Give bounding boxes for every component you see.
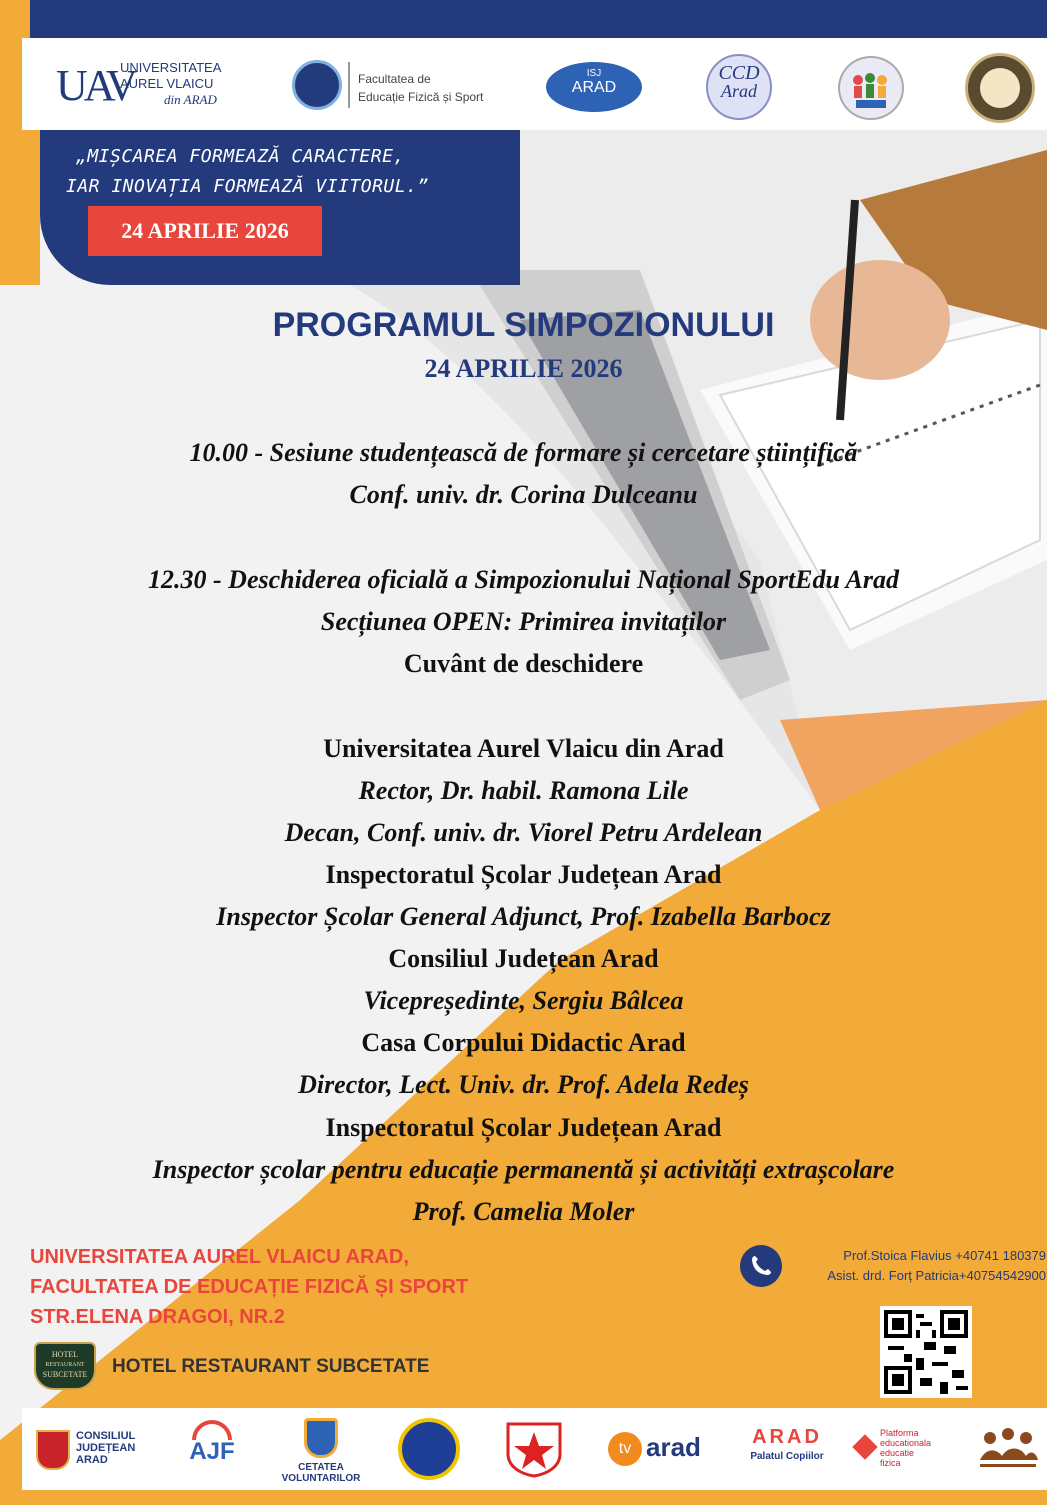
club-badge-icon bbox=[398, 1418, 460, 1480]
isj-line1: ISJ bbox=[586, 68, 602, 79]
platforma-cap-icon bbox=[852, 1434, 877, 1459]
qr-code bbox=[880, 1306, 972, 1398]
event-date-badge: 24 APRILIE 2026 bbox=[88, 206, 322, 256]
palatul-copiilor-logo bbox=[744, 1426, 830, 1476]
program-line: Vicepreședinte, Sergiu Bâlcea bbox=[363, 986, 684, 1015]
ccd-logo bbox=[706, 54, 772, 120]
contact-info bbox=[770, 1246, 1046, 1286]
red-star-icon bbox=[504, 1420, 564, 1478]
cj-line2: JUDEȚEAN bbox=[76, 1442, 136, 1454]
program-line: 10.00 - Sesiune studențească de formare și cercetare științifică bbox=[189, 438, 858, 467]
cj-arad-logo bbox=[36, 1428, 146, 1472]
ccd-line2: Arad bbox=[721, 81, 757, 101]
cetatea-voluntarilor-logo bbox=[276, 1418, 366, 1490]
program-line: Conf. univ. dr. Corina Dulceanu bbox=[349, 480, 698, 509]
tv-label: tv bbox=[618, 1440, 632, 1457]
uav-line1: UNIVERSITATEA bbox=[120, 60, 222, 75]
uav-line3: din ARAD bbox=[164, 92, 217, 107]
address-line-3: STR.ELENA DRAGOI, NR.2 bbox=[30, 1306, 285, 1328]
uav-line2: AUREL VLAICU bbox=[120, 76, 214, 91]
tv-arad-label: arad bbox=[646, 1432, 701, 1462]
faculty-emblem-icon bbox=[292, 60, 342, 110]
tv-arad-logo bbox=[608, 1430, 718, 1470]
cetatea-line2: VOLUNTARILOR bbox=[281, 1473, 361, 1484]
program-line: Inspectoratul Școlar Județean Arad bbox=[325, 860, 722, 889]
cetatea-shield-icon bbox=[304, 1418, 338, 1458]
top-navy-bar bbox=[30, 0, 1047, 38]
partner-logo-people-icon bbox=[838, 56, 904, 120]
program-line: 12.30 - Deschiderea oficială a Simpozionului Național SportEdu Arad bbox=[148, 565, 899, 594]
ajf-arc-icon bbox=[192, 1420, 232, 1440]
ajf-text: AJF bbox=[189, 1438, 235, 1465]
seal-logo-icon bbox=[965, 53, 1035, 123]
program-line: Secțiunea OPEN: Primirea invitaților bbox=[320, 607, 727, 636]
program-title: PROGRAMUL SIMPOZIONULUI bbox=[272, 306, 775, 344]
cj-line1: CONSILIUL bbox=[76, 1430, 136, 1442]
program-date: 24 APRILIE 2026 bbox=[424, 354, 623, 383]
platforma-line3: educatie bbox=[880, 1448, 915, 1458]
ccd-line1: CCD bbox=[718, 62, 760, 84]
contact-line-2: Asist. drd. Forț Patricia+40754542900 bbox=[827, 1268, 1046, 1283]
hotel-name: HOTEL RESTAURANT SUBCETATE bbox=[112, 1356, 430, 1377]
cj-line3: ARAD bbox=[76, 1454, 108, 1466]
faculty-line2: Educație Fizică și Sport bbox=[358, 90, 484, 104]
tv-circle-icon bbox=[608, 1432, 642, 1466]
program-line: Director, Lect. Univ. dr. Prof. Adela Redeș bbox=[298, 1070, 749, 1099]
cj-crest-icon bbox=[36, 1430, 70, 1470]
program-line: Inspector Școlar General Adjunct, Prof. Izabella Barbocz bbox=[216, 902, 831, 931]
address-line-2: FACULTATEA DE EDUCAȚIE FIZICĂ ȘI SPORT bbox=[30, 1276, 469, 1298]
program-line: Casa Corpului Didactic Arad bbox=[361, 1028, 686, 1057]
program-line: Prof. Camelia Moler bbox=[412, 1197, 635, 1226]
program-line: Inspectoratul Școlar Județean Arad bbox=[325, 1113, 722, 1142]
hotel-logo bbox=[34, 1342, 96, 1390]
platforma-line4: fizica bbox=[880, 1458, 901, 1468]
uav-mark: UAV bbox=[56, 61, 134, 110]
isj-line2: ARAD bbox=[571, 79, 617, 96]
platforma-line1: Platforma bbox=[880, 1428, 919, 1438]
venue-address bbox=[30, 1242, 468, 1332]
faculty-logo bbox=[292, 58, 502, 118]
program-line: Consiliul Județean Arad bbox=[388, 944, 659, 973]
program-line: Rector, Dr. habil. Ramona Lile bbox=[358, 776, 689, 805]
quote-line-1: „MIȘCAREA FORMEAZĂ CARACTERE, bbox=[76, 146, 405, 167]
program-line: Inspector școlar pentru educație permanentă și activități extrașcolare bbox=[152, 1155, 895, 1184]
hotel-logo-line3: SUBCETATE bbox=[42, 1370, 88, 1379]
faculty-line1: Facultatea de bbox=[358, 72, 431, 86]
association-logo-icon bbox=[976, 1424, 1040, 1476]
isj-logo bbox=[546, 62, 642, 112]
contact-line-1: Prof.Stoica Flavius +40741 180379 bbox=[843, 1248, 1046, 1263]
hotel-logo-line2: RESTAURANT bbox=[45, 1362, 85, 1368]
cetatea-line1: CETATEA bbox=[298, 1462, 344, 1473]
program-line: Universitatea Aurel Vlaicu din Arad bbox=[323, 734, 724, 763]
palatul-sub: Palatul Copiilor bbox=[750, 1451, 824, 1462]
program-line: Decan, Conf. univ. dr. Viorel Petru Ardelean bbox=[284, 818, 763, 847]
quote-line-2: IAR INOVAȚIA FORMEAZĂ VIITORUL.” bbox=[66, 176, 429, 197]
platforma-logo bbox=[856, 1428, 956, 1468]
uav-logo bbox=[56, 58, 236, 118]
program-line: Cuvânt de deschidere bbox=[403, 649, 644, 678]
address-line-1: UNIVERSITATEA AUREL VLAICU ARAD, bbox=[30, 1246, 409, 1268]
ajf-logo bbox=[180, 1420, 244, 1476]
platforma-line2: educationala bbox=[880, 1438, 932, 1448]
hotel-logo-line1: HOTEL bbox=[51, 1350, 79, 1359]
palatul-name: ARAD bbox=[752, 1426, 822, 1448]
